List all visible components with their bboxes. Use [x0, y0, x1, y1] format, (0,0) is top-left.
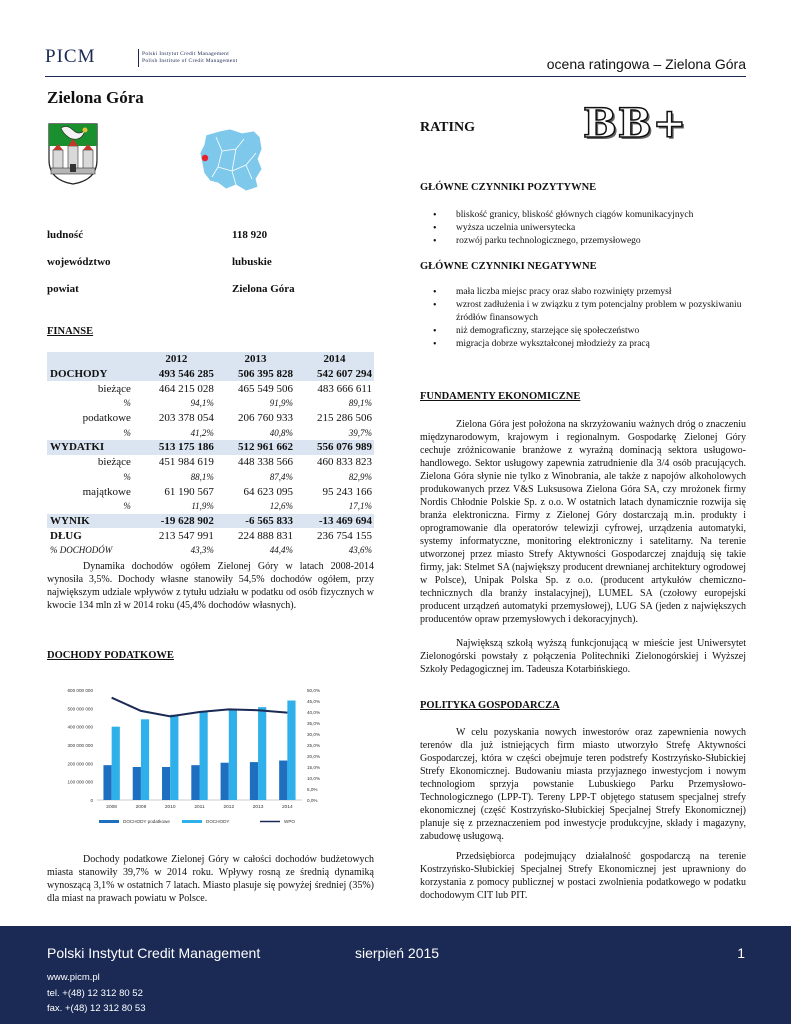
table-cell: 460 833 823: [317, 456, 372, 469]
logo-line-en: Polish Institute of Credit Management: [142, 58, 238, 64]
chart-bar: [287, 701, 295, 800]
x-tick-label: 2011: [194, 805, 205, 810]
row-label: %: [123, 427, 131, 438]
x-tick-label: 2009: [135, 805, 147, 810]
footer-phone: tel. +(48) 12 312 80 52: [47, 988, 143, 999]
y2-tick-label: 10,0%: [307, 776, 321, 781]
x-tick-label: 2013: [252, 805, 264, 810]
table-cell: 87,4%: [269, 471, 293, 482]
list-item: • mała liczba miejsc pracy oraz słabo rozwinięty przemysł: [420, 286, 746, 299]
table-cell: 224 888 831: [237, 529, 293, 542]
population-value: 118 920: [232, 229, 268, 241]
legend-entry: DOCHODY: [206, 819, 230, 824]
table-cell: 556 076 989: [295, 440, 374, 455]
picm-logo: [45, 46, 238, 70]
chart-bar: [258, 707, 266, 800]
x-tick-label: 2008: [106, 805, 117, 810]
header-divider: [45, 76, 746, 77]
y2-tick-label: 30,0%: [307, 732, 321, 737]
rating-grade: BB+: [583, 100, 688, 147]
table-row: [47, 514, 374, 529]
row-label: WYNIK: [47, 514, 137, 529]
year-header: 2012: [137, 352, 216, 367]
county-label: powiat: [47, 283, 79, 295]
table-cell: 236 754 155: [317, 529, 372, 542]
y2-tick-label: 0,0%: [307, 798, 318, 803]
y-tick-label: 400 000 000: [67, 724, 93, 730]
row-label: DŁUG: [50, 529, 82, 542]
table-cell: 82,9%: [348, 471, 372, 482]
policy-paragraph-2: Przedsiębiorca podejmujący działalność gospodarczą na terenie Kostrzyńsko-Słubickiej Specjalnej Strefy Ekonomicznej jest uprawniony do korzystania z pomocy publicznej w postaci zwolnienia podatkowego w podatku dochodowym CIT lub PIT.: [420, 851, 746, 901]
row-label: DOCHODY: [47, 367, 137, 382]
table-cell: 206 760 933: [237, 412, 293, 425]
finance-header-row: [47, 352, 374, 367]
table-row: [47, 440, 374, 455]
table-cell: 493 546 285: [137, 367, 216, 382]
table-row: [47, 470, 374, 485]
legend-entry: DOCHODY podatkowe: [123, 819, 170, 824]
footer-org: Polski Instytut Credit Management: [47, 945, 261, 961]
table-cell: 43,6%: [348, 545, 372, 556]
row-label: WYDATKI: [47, 440, 137, 455]
chart-bar: [221, 763, 229, 800]
page-number: 1: [737, 945, 745, 961]
y-tick-label: 0: [90, 798, 93, 803]
list-item: • rozwój parku technologicznego, przemysłowego: [420, 235, 746, 248]
table-cell: 506 395 828: [216, 367, 295, 382]
negative-factors-heading: GŁÓWNE CZYNNIKI NEGATYWNE: [420, 261, 597, 272]
table-cell: 91,9%: [269, 398, 293, 409]
county-value: Zielona Góra: [232, 283, 295, 295]
legend-entry: WPO: [284, 819, 295, 824]
y2-tick-label: 35,0%: [307, 721, 321, 726]
table-cell: 41,2%: [190, 427, 214, 438]
y-tick-label: 500 000 000: [67, 706, 93, 712]
list-item: • migracja dobrze wykształconej młodzieży za pracą: [420, 338, 746, 351]
table-cell: 64 623 095: [243, 485, 293, 498]
finance-table: [47, 352, 374, 558]
row-label: %: [123, 471, 131, 482]
table-cell: 43,3%: [190, 545, 214, 556]
table-cell: 203 378 054: [158, 412, 214, 425]
table-cell: 44,4%: [269, 545, 293, 556]
y2-tick-label: 15,0%: [307, 765, 321, 770]
row-label: bieżące: [97, 456, 131, 469]
list-item: • bliskość granicy, bliskość głównych ciągów komunikacyjnych: [420, 209, 746, 222]
y2-tick-label: 5,0%: [307, 787, 318, 792]
table-cell: 483 666 611: [317, 382, 372, 395]
fundamentals-paragraph-2: Największą szkołą wyższą funkcjonującą w mieście jest Uniwersytet Zielonogórski powstały z połączenia Politechniki Zielonogórskiej i Wyższej Szkoły Pedagogicznej im. Tadeusza Kotarbińskiego.: [420, 638, 746, 675]
x-tick-label: 2010: [164, 805, 176, 810]
table-cell: 513 175 186: [137, 440, 216, 455]
poland-map-icon: [196, 127, 266, 193]
table-corner: [47, 352, 137, 367]
y-tick-label: 200 000 000: [67, 761, 93, 767]
table-row: [47, 484, 374, 499]
y2-tick-label: 25,0%: [307, 743, 321, 748]
list-item: • wzrost zadłużenia i w związku z tym potencjalny problem w pozyskiwaniu źródłów finansowych: [420, 299, 746, 325]
y2-tick-label: 50,0%: [307, 688, 321, 693]
logo-line-pl: Polski Instytut Credit Management: [142, 51, 230, 57]
chart-bar: [162, 767, 170, 800]
table-cell: 215 286 506: [317, 412, 372, 425]
tax-income-heading: DOCHODY PODATKOWE: [47, 650, 174, 661]
policy-heading: POLITYKA GOSPODARCZA: [420, 700, 560, 711]
chart-bar: [103, 765, 111, 800]
coat-of-arms-icon: [47, 122, 99, 186]
table-cell: 512 961 662: [216, 440, 295, 455]
legend-swatch: [99, 820, 119, 823]
logo-wordmark: PICM: [45, 46, 96, 67]
y2-tick-label: 40,0%: [307, 710, 321, 715]
negative-factors-list: [420, 286, 746, 351]
table-cell: 465 549 506: [237, 382, 293, 395]
table-cell: 95 243 166: [322, 485, 372, 498]
table-row: [47, 499, 374, 514]
chart-bar: [229, 710, 237, 800]
voivodeship-value: lubuskie: [232, 256, 272, 268]
table-row: [47, 411, 374, 426]
table-cell: 11,9%: [191, 501, 214, 512]
table-cell: -6 565 833: [216, 514, 295, 529]
year-header: 2013: [216, 352, 295, 367]
y-tick-label: 600 000 000: [67, 688, 93, 693]
table-cell: 88,1%: [190, 471, 214, 482]
legend-swatch: [182, 820, 202, 823]
y-tick-label: 300 000 000: [67, 743, 93, 748]
positive-factors-list: [420, 209, 746, 248]
row-label: %: [123, 501, 131, 512]
list-item: • wyższa uczelnia uniwersytecka: [420, 222, 746, 235]
table-cell: 40,8%: [269, 427, 293, 438]
table-cell: -19 628 902: [137, 514, 216, 529]
rating-label: RATING: [420, 120, 475, 135]
logo-divider: [138, 49, 139, 67]
y2-tick-label: 45,0%: [307, 699, 321, 704]
y-tick-label: 100 000 000: [67, 779, 93, 785]
table-row: [47, 396, 374, 411]
table-cell: 448 338 566: [237, 456, 293, 469]
list-item: • niż demograficzny, starzejące się społeczeństwo: [420, 325, 746, 338]
policy-paragraph-1: W celu pozyskania nowych inwestorów oraz zapewnienia nowych terenów dla już istniejących firm miasto utworzyło Strefę Aktywności Gospodarczej, która w części obejmuje teren podstrefy Kostrzyńsko-Słubickiej Strefy Ekonomicznej. Budowaniu miasta przyjaznego inwestycjom i nowym technologiom sprzyja powstanie Lubuskiego Parku Przemysłowo-Technologicznego (LPP-T). Tereny LPP-T objętego statusem specjalnej strefy ekonomicznej (część Kostrzyńsko-Słubickiej Specjalnej Strefy Ekonomicznej) planuje się z przeznaczeniem pod inwestycje produkcyjne, składy i magazyny, zabudowę usługową.: [420, 727, 746, 842]
table-cell: 12,6%: [269, 501, 293, 512]
footer-date: sierpień 2015: [355, 945, 440, 961]
chart-bar: [112, 727, 120, 800]
row-label: %: [123, 398, 131, 409]
fundamentals-heading: FUNDAMENTY EKONOMICZNE: [420, 391, 581, 402]
table-row: [47, 543, 374, 558]
finance-paragraph: Dynamika dochodów ogółem Zielonej Góry w latach 2008-2014 wynosiła 3,5%. Dochody własne stanowiły 54,5% dochodów ogółem, przy największym udziale wpływów z tytułu udziału w podatku od osób fizycznych w kwocie 134 mln zł w 2014 roku (45,4% dochodów własnych).: [47, 561, 374, 611]
finance-heading: FINANSE: [47, 326, 94, 337]
positive-factors-heading: GŁÓWNE CZYNNIKI POZYTYWNE: [420, 182, 597, 193]
chart-bar: [250, 762, 258, 800]
row-label: majątkowe: [82, 485, 131, 498]
document-title: ocena ratingowa – Zielona Góra: [546, 56, 746, 72]
table-cell: 39,7%: [348, 427, 372, 438]
chart-bar: [279, 761, 287, 800]
city-title: Zielona Góra: [47, 88, 144, 107]
table-cell: -13 469 694: [295, 514, 374, 529]
x-tick-label: 2014: [282, 805, 293, 810]
table-cell: 61 190 567: [164, 485, 214, 498]
city-location-marker: [202, 155, 208, 161]
voivodeship-label: województwo: [47, 256, 111, 268]
table-row: [47, 425, 374, 440]
tax-income-chart: [47, 680, 377, 830]
fundamentals-paragraph-1: Zielona Góra jest położona na skrzyżowaniu ważnych dróg o znaczeniu międzynarodowym, krajowym i regionalnym. Gospodarkę Zielonej Góry cechuje zróżnicowanie branżowe z wyraźną dominacją sektora usługowo-handlowego. Sektor usługowy zapewnia zatrudnienie dla 3/4 osób pracujących. Zielona Góra słynie nie tylko z Winobrania, ale także z napojów alkoholowych produkowanych przez V&S Luksusowa Zielona Góra SA, czy mrożonek firmy Nordis Chłodnie Polskie Sp. z o.o. W ostatnich latach dynamicznie rozwija się branża elektroniczna. Firmy z Zielonej Góry dostarczają m.in. produkty i oprogramowanie dla operatorów telewizji cyfrowej, urządzenia automatyki, systemy informatyczne, monitoring elektroniczny i satelitarny. Na terenie utworzonej przez miasto Strefy Aktywności Gospodarczej znajdują się takie firmy, jak: Stelmet SA (największy producent drewnianej architektury ogrodowej w Polsce), Unipak Polska Sp. z o.o. (producent artykułów chemiczno-technicznych dla branży instalacyjnej), LUMEL SA (czołowy europejski producent urządzeń automatyki przemysłowej), LUG SA (jeden z największych producentów opraw przemysłowych i dekoracyjnych).: [420, 419, 746, 625]
chart-bar: [200, 712, 208, 800]
row-label: bieżące: [97, 382, 131, 395]
row-label: podatkowe: [82, 412, 131, 425]
chart-bar: [133, 767, 141, 800]
chart-bar: [141, 719, 149, 800]
page-footer: [0, 926, 791, 1024]
table-row: [47, 381, 374, 396]
year-header: 2014: [295, 352, 374, 367]
table-cell: 542 607 294: [295, 367, 374, 382]
chart-bar: [191, 765, 199, 800]
table-row: [47, 528, 374, 543]
table-cell: 89,1%: [348, 398, 372, 409]
table-cell: 94,1%: [190, 398, 214, 409]
footer-fax: fax. +(48) 12 312 80 53: [47, 1003, 146, 1014]
footer-website[interactable]: www.picm.pl: [47, 972, 100, 983]
x-tick-label: 2012: [223, 805, 235, 810]
tax-income-paragraph: Dochody podatkowe Zielonej Góry w całości dochodów budżetowych miasta stanowiły 39,7% w 2014 roku. Wpływy rosną ze średnią dynamiką wynoszącą 3,1% w ostatnich 7 latach. Miasto plasuje się powyżej średniej (35%) dla miast na prawach powiatu w Polsce.: [47, 854, 374, 904]
row-label: % DOCHODÓW: [50, 545, 113, 556]
table-cell: 17,1%: [348, 501, 372, 512]
chart-bar: [170, 715, 178, 800]
table-cell: 451 984 619: [158, 456, 214, 469]
table-row: [47, 455, 374, 470]
population-label: ludność: [47, 229, 84, 241]
table-cell: 464 215 028: [158, 382, 214, 395]
table-row: [47, 367, 374, 382]
y2-tick-label: 20,0%: [307, 754, 321, 759]
table-cell: 213 547 991: [158, 529, 214, 542]
